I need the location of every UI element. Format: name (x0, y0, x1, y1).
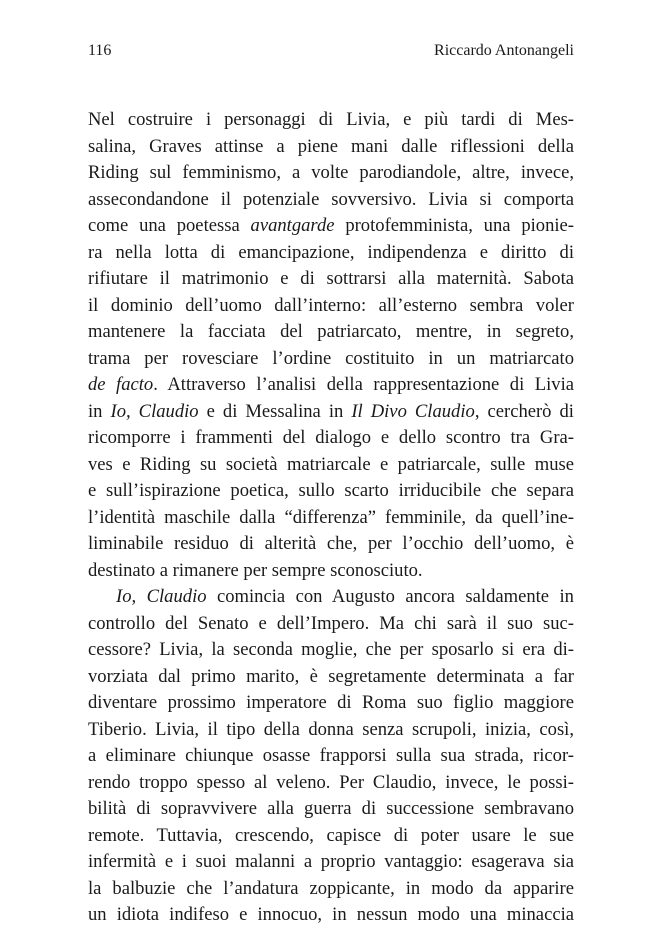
text-run: diventare prossimo imperatore di Roma suo figlio maggiore (88, 692, 574, 713)
text-line (88, 558, 574, 585)
text-line (88, 743, 574, 770)
running-head-author: Riccardo Antonangeli (434, 42, 574, 59)
text-line (88, 664, 574, 691)
text-line (88, 399, 574, 426)
text-run: ra nella lotta di emancipazione, indipendenza e diritto di (88, 241, 574, 263)
text-run: bilità di sopravvivere alla guerra di successione sembravano (88, 798, 574, 819)
text-run: la balbuzie che l’andatura zoppicante, in modo da apparire (88, 877, 574, 899)
text-run: . Attraverso l’analisi della rappresentazione di Livia (153, 374, 574, 395)
text-run: ves e Riding su società matriarcale e patriarcale, sulle muse (88, 453, 574, 475)
text-run: protofemminista, una pionie- (334, 215, 574, 236)
text-line (88, 823, 574, 850)
text-run: destinato a rimanere per sempre sconosciuto. (88, 559, 423, 581)
text-line (88, 266, 574, 293)
text-run: come una poetessa (88, 215, 251, 236)
text-run: un idiota indifeso e innocuo, in nessun modo una minaccia (88, 904, 574, 925)
text-run: assecondandone il potenziale sovversivo. Livia si comporta (88, 188, 574, 210)
text-run: , cercherò di (474, 400, 574, 422)
text-line (88, 849, 574, 876)
body-text (88, 107, 574, 929)
text-run: l’identità maschile dalla “differenza” femminile, da quell’ine- (88, 506, 574, 528)
text-line (88, 160, 574, 187)
italic-text: avantgarde (250, 215, 335, 236)
text-run: salina, Graves attinse a piene mani dalle riflessioni della (88, 135, 574, 157)
text-run: Nel costruire i personaggi di Livia, e più tardi di Mes- (88, 109, 574, 130)
text-run: Riding sul femminismo, a volte parodiandole, altre, invece, (88, 162, 574, 183)
text-line (88, 690, 574, 717)
text-run: e di Messalina in (198, 400, 352, 422)
text-run: trama per rovesciare l’ordine costituito in un matriarcato (88, 347, 574, 369)
text-line (88, 584, 574, 611)
paragraph (88, 584, 574, 929)
text-run: ricomporre i frammenti del dialogo e dello scontro tra Gra- (88, 427, 574, 448)
text-line (88, 876, 574, 903)
italic-text: de facto (88, 374, 154, 395)
text-line (88, 611, 574, 638)
text-run: comincia con Augusto ancora saldamente in (206, 586, 574, 607)
text-line (88, 240, 574, 267)
text-run: a eliminare chiunque osasse frapporsi sulla sua strada, ricor- (88, 745, 574, 766)
text-run: rendo troppo spesso al veleno. Per Claudio, invece, le possi- (88, 771, 574, 793)
text-line (88, 531, 574, 558)
italic-text: Io, Claudio (116, 586, 207, 607)
paragraph (88, 107, 574, 584)
text-run: infermità e i suoi malanni a proprio vantaggio: esagerava sia (88, 851, 574, 872)
text-line (88, 902, 574, 929)
text-line (88, 187, 574, 214)
text-line (88, 346, 574, 373)
italic-text: Il Divo Claudio (351, 400, 475, 422)
text-run: cessore? Livia, la seconda moglie, che per sposarlo si era di- (88, 639, 574, 660)
text-run: controllo del Senato e dell’Impero. Ma chi sarà il suo suc- (88, 612, 574, 634)
text-line (88, 796, 574, 823)
text-line (88, 372, 574, 399)
italic-text: Io, Claudio (110, 400, 199, 422)
text-line (88, 478, 574, 505)
text-run: in (88, 400, 111, 422)
text-run: liminabile residuo di alterità che, per l’occhio dell’uomo, è (88, 533, 574, 554)
text-line (88, 134, 574, 161)
text-run: rifiutare il matrimonio e di sottrarsi alla maternità. Sabota (88, 268, 574, 289)
text-run: remote. Tuttavia, crescendo, capisce di poter usare le sue (88, 824, 574, 846)
text-line (88, 637, 574, 664)
text-line (88, 293, 574, 320)
page-number: 116 (88, 42, 112, 59)
text-line (88, 107, 574, 134)
text-run: il dominio dell’uomo dall’interno: all’esterno sembra voler (88, 294, 574, 316)
text-line (88, 770, 574, 797)
text-run: e sull’ispirazione poetica, sullo scarto irriducibile che separa (88, 480, 574, 501)
text-line (88, 452, 574, 479)
page-header (88, 40, 574, 62)
text-line (88, 717, 574, 744)
text-run: mantenere la facciata del patriarcato, mentre, in segreto, (88, 321, 574, 342)
text-line (88, 213, 574, 240)
text-line (88, 319, 574, 346)
text-run: Tiberio. Livia, il tipo della donna senza scrupoli, inizia, così, (88, 718, 574, 740)
text-run: vorziata dal primo marito, è segretamente determinata a far (88, 665, 574, 687)
text-line (88, 425, 574, 452)
text-line (88, 505, 574, 532)
